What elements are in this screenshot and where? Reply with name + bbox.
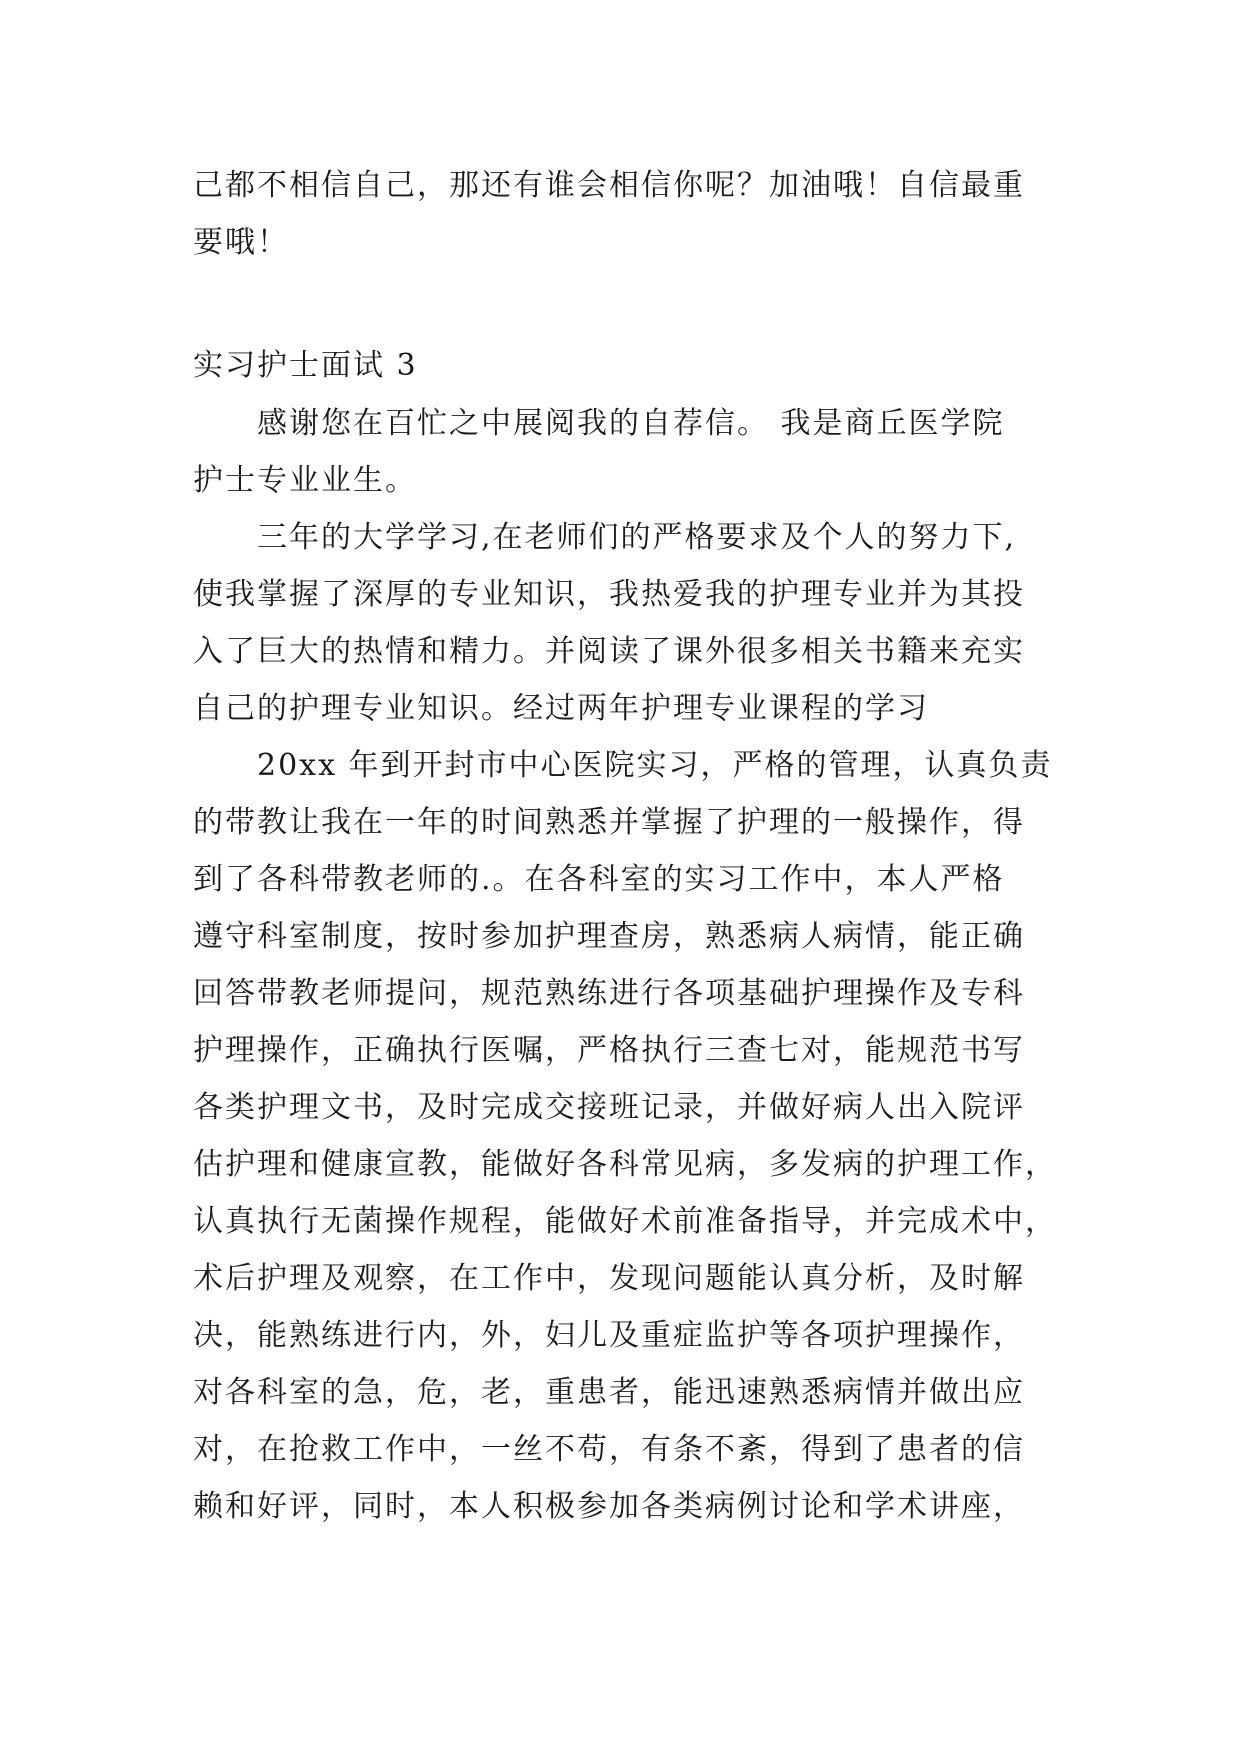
text-line: 自己的护理专业知识。经过两年护理专业课程的学习 xyxy=(193,691,929,726)
body-text xyxy=(193,395,1057,1535)
text-line: 到了各科带教老师的.。在各科室的实习工作中，本人严格 xyxy=(193,862,1005,897)
text-line: 的带教让我在一年的时间熟悉并掌握了护理的一般操作，得 xyxy=(193,805,1025,840)
text-line: 对，在抢救工作中，一丝不苟，有条不紊，得到了患者的信 xyxy=(193,1432,1025,1467)
text-line: 对各科室的急，危，老，重患者，能迅速熟悉病情并做出应 xyxy=(193,1375,1025,1410)
text-line: 遵守科室制度，按时参加护理查房，熟悉病人病情，能正确 xyxy=(193,919,1025,954)
text-line: 护理操作，正确执行医嘱，严格执行三查七对，能规范书写 xyxy=(193,1033,1025,1068)
intro-paragraph xyxy=(193,157,1053,271)
text-line: 己都不相信自己，那还有谁会相信你呢？加油哦！自信最重 xyxy=(193,168,1025,203)
text-line: 术后护理及观察，在工作中，发现问题能认真分析，及时解 xyxy=(193,1261,1025,1296)
section-heading: 实习护士面试 3 xyxy=(193,348,418,383)
text-line: 各类护理文书，及时完成交接班记录，并做好病人出入院评 xyxy=(193,1090,1025,1125)
text-line: 认真执行无菌操作规程，能做好术前准备指导，并完成术中， xyxy=(193,1204,1057,1239)
text-line: 要哦！ xyxy=(193,225,289,260)
text-line: 20xx 年到开封市中心医院实习，严格的管理，认真负责 xyxy=(193,748,1053,783)
text-line: 护士专业业生。 xyxy=(193,463,417,498)
text-line: 决，能熟练进行内，外，妇儿及重症监护等各项护理操作， xyxy=(193,1318,1025,1353)
text-line: 估护理和健康宣教，能做好各科常见病，多发病的护理工作， xyxy=(193,1147,1057,1182)
text-line: 三年的大学学习,在老师们的严格要求及个人的努力下, xyxy=(193,520,1017,555)
text-line: 回答带教老师提问，规范熟练进行各项基础护理操作及专科 xyxy=(193,976,1025,1011)
text-line: 入了巨大的热情和精力。并阅读了课外很多相关书籍来充实 xyxy=(193,634,1025,669)
text-line: 赖和好评，同时，本人积极参加各类病例讨论和学术讲座， xyxy=(193,1489,1025,1524)
text-line: 使我掌握了深厚的专业知识，我热爱我的护理专业并为其投 xyxy=(193,577,1025,612)
text-line: 感谢您在百忙之中展阅我的自荐信。 我是商丘医学院 xyxy=(193,406,1005,441)
